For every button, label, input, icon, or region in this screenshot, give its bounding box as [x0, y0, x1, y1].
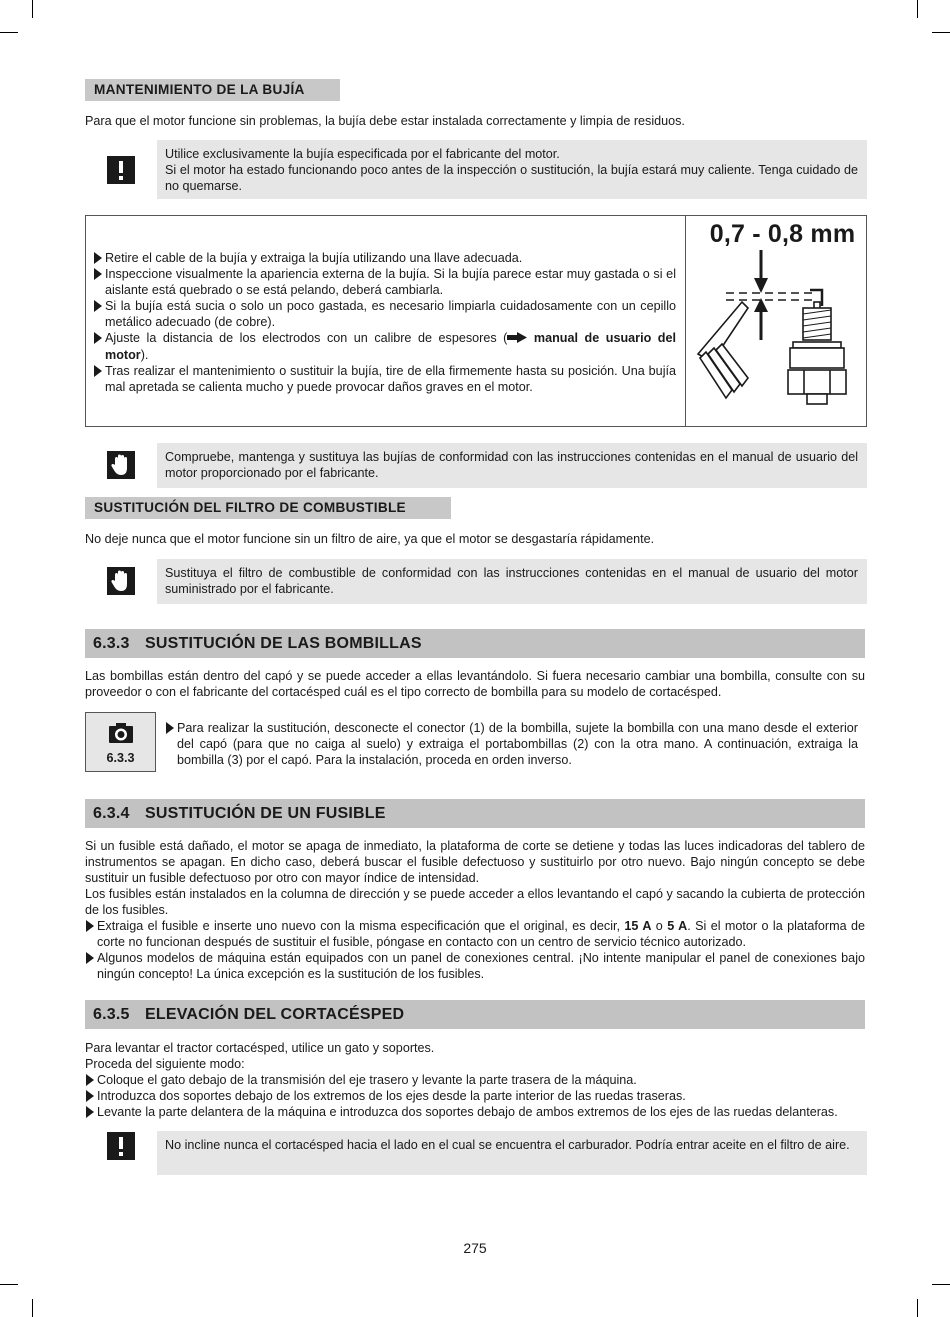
step-item: Introduzca dos soportes debajo de los extremos de los ejes desde la parte interior de las ruedas traseras. — [85, 1088, 865, 1104]
spark-plug-note: Compruebe, mantenga y sustituya las bujías de conformidad con las instrucciones contenidas en el manual de usuario del motor proporcionado por el fabricante. — [157, 443, 867, 488]
crop-mark — [0, 1284, 18, 1285]
step4-text: Ajuste la distancia de los electrodos con un calibre de espesores ( — [105, 331, 508, 345]
step-item — [85, 918, 865, 950]
step-text: Extraiga el fusible e inserte uno nuevo con la misma especificación que el original, es decir, — [97, 919, 625, 933]
fuel-filter-intro: No deje nunca que el motor funcione sin un filtro de aire, ya que el motor se desgastaría rápidamente. — [85, 532, 655, 546]
spark-plug-diagram — [686, 250, 865, 425]
fuel-filter-heading: SUSTITUCIÓN DEL FILTRO DE COMBUSTIBLE — [85, 497, 451, 519]
gap-label: 0,7 - 0,8 mm — [709, 220, 856, 248]
crop-mark — [32, 1299, 33, 1317]
lifting-section-title — [85, 1000, 865, 1029]
spark-plug-intro: Para que el motor funcione sin problemas, la bujía debe estar instalada correctamente y limpia de residuos. — [85, 114, 685, 128]
section-number: 6.3.5 — [93, 1006, 130, 1023]
warning-icon — [107, 156, 135, 184]
arrow-ref-icon — [507, 331, 527, 347]
step4-end: ). — [140, 348, 149, 362]
step-text: o — [651, 919, 668, 933]
step-item: Algunos modelos de máquina están equipados con un panel de conexiones central. ¡No intente manipular el panel de conexiones bajo ningún concepto! La única excepción es la sustitución de los fusibles. — [85, 950, 865, 982]
lifting-body — [85, 1040, 865, 1120]
step-item: Coloque el gato debajo de la transmisión del eje trasero y levante la parte trasera de la máquina. — [85, 1072, 865, 1088]
crop-mark — [932, 1284, 950, 1285]
warning-line-2: Si el motor ha estado funcionando poco antes de la inspección o sustitución, la bujía estará muy caliente. Tenga cuidado de no quemarse. — [165, 163, 858, 193]
hand-icon — [107, 451, 135, 479]
spark-plug-steps — [93, 250, 676, 395]
fuse-amp-5: 5 A — [667, 919, 688, 933]
bulbs-intro: Las bombillas están dentro del capó y se puede acceder a ellas levantándolo. Si fuera necesario cambiar una bombilla, consulte con su proveedor o con el fabricante del cortacésped cuál es el tipo correcto de bombilla para su modelo de cortacésped. — [85, 669, 865, 699]
section-number: 6.3.3 — [93, 635, 130, 652]
fuse-paragraph: Los fusibles están instalados en la columna de dirección y se puede acceder a ellos levantando el capó y sacando la cubierta de protección de los fusibles. — [85, 887, 865, 917]
fuse-amp-15: 15 A — [624, 919, 652, 933]
figure-reference-box — [85, 712, 156, 772]
lifting-intro: Para levantar el tractor cortacésped, utilice un gato y soportes. — [85, 1041, 435, 1055]
step-item: Retire el cable de la bujía y extraiga la bujía utilizando una llave adecuada. — [93, 250, 676, 266]
crop-mark — [932, 32, 950, 33]
fuse-body — [85, 838, 865, 982]
figure-number: 6.3.3 — [106, 751, 135, 765]
lifting-warning: No incline nunca el cortacésped hacia el lado en el cual se encuentra el carburador. Podría entrar aceite en el filtro de aire. — [157, 1131, 867, 1175]
lifting-intro: Proceda del siguiente modo: — [85, 1057, 245, 1071]
manual-reference: manual de usuario del motor — [105, 331, 676, 362]
bulbs-section-title — [85, 629, 865, 658]
section-title-text: ELEVACIÓN DEL CORTACÉSPED — [145, 1006, 405, 1023]
hand-icon — [107, 567, 135, 595]
section-number: 6.3.4 — [93, 805, 130, 822]
bulbs-steps — [165, 720, 858, 768]
section-title-text: SUSTITUCIÓN DE UN FUSIBLE — [145, 805, 386, 822]
crop-mark — [917, 1299, 918, 1317]
step-item — [93, 330, 676, 363]
fuse-section-title — [85, 799, 865, 828]
fuse-paragraph: Si un fusible está dañado, el motor se apaga de inmediato, la plataforma de corte se detiene y todas las luces indicadoras del tablero de instrumentos se apagan. En dicho caso, deberá buscar el fusible defectuoso y sustituirlo por otro nuevo. Bajo ningún concepto se debe sustituir un fusible defectuoso por otro con mayor índice de intensidad. — [85, 839, 865, 885]
section-title-text: SUSTITUCIÓN DE LAS BOMBILLAS — [145, 635, 422, 652]
page-number: 275 — [463, 1240, 487, 1256]
step-item: Para realizar la sustitución, desconecte el conector (1) de la bombilla, sujete la bombilla con una mano desde el exterior del capó (para que no caiga al suelo) y extraiga el portabombillas (2) con la otra mano. A continuación, extraiga la bombilla (3) por el capó. Para la instalación, proceda en orden inverso. — [165, 720, 858, 768]
step-text: . Si el motor o la plataforma de corte no funcionan después de sustituir el fusible, póngase en contacto con un centro de servicio técnico autorizado. — [97, 919, 865, 949]
spark-plug-heading: MANTENIMIENTO DE LA BUJÍA — [85, 79, 340, 101]
warning-icon — [107, 1132, 135, 1160]
step-item: Levante la parte delantera de la máquina e introduzca dos soportes debajo de ambos extremos de los ejes de las ruedas delanteras. — [85, 1104, 865, 1120]
step-item: Tras realizar el mantenimiento o sustituir la bujía, tire de ella firmemente hasta su posición. Una bujía mal apretada se calienta mucho y puede provocar daños graves en el motor. — [93, 363, 676, 395]
step-item: Inspeccione visualmente la apariencia externa de la bujía. Si la bujía parece estar muy gastada o si el aislante está quebrado o se está pelando, deberá cambiarla. — [93, 266, 676, 298]
crop-mark — [917, 0, 918, 18]
spark-plug-warning — [157, 140, 867, 199]
crop-mark — [32, 0, 33, 18]
crop-mark — [0, 32, 18, 33]
warning-line-1: Utilice exclusivamente la bujía especificada por el fabricante del motor. — [165, 147, 560, 161]
fuel-filter-note: Sustituya el filtro de combustible de conformidad con las instrucciones contenidas en el manual de usuario del motor suministrado por el fabricante. — [157, 559, 867, 604]
camera-icon — [108, 722, 134, 744]
step-item: Si la bujía está sucia o solo un poco gastada, es necesario limpiarla cuidadosamente con un cepillo metálico adecuado (de cobre). — [93, 298, 676, 330]
